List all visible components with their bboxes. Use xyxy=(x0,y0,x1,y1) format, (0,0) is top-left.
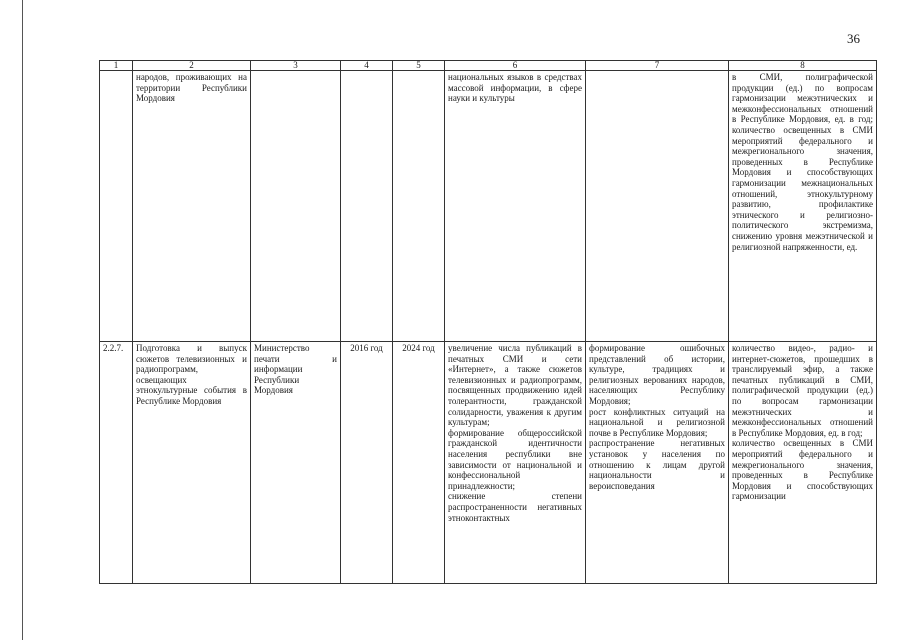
list-item: количество освещенных в СМИ мероприятий федерального и межрегионального значения, проведенных в Республике Мордовия и способствующих гармонизации xyxy=(732,438,873,502)
col-header-2: 2 xyxy=(133,61,251,71)
list-item: формирование ошибочных представлений об истории, культуре, традициях и религиозных верованиях народов, населяющих Республику Мордовия; xyxy=(589,343,725,406)
cell-consequences xyxy=(586,342,729,584)
col-header-8: 8 xyxy=(729,61,877,71)
list-item: формирование общероссийской гражданской идентичности населения республики вне зависимости от национальной и конфессиональной принадлежности; xyxy=(448,427,582,491)
cell-end-year xyxy=(393,71,445,342)
cell-item-number xyxy=(100,71,133,342)
cell-consequences xyxy=(586,71,729,342)
col-header-3: 3 xyxy=(251,61,341,71)
cell-executor xyxy=(251,71,341,342)
list-item: рост конфликтных ситуаций на национальной и религиозной почве в Республике Мордовия; xyxy=(589,406,725,438)
col-header-5: 5 xyxy=(393,61,445,71)
page-number: 36 xyxy=(847,31,860,46)
table-row-continuation xyxy=(100,71,877,342)
cell-expected-result xyxy=(445,342,586,584)
col-header-7: 7 xyxy=(586,61,729,71)
cell-start-year: 2016 год xyxy=(341,342,393,584)
cell-item-number: 2.2.7. xyxy=(100,342,133,584)
program-measures-table xyxy=(99,60,877,584)
page-margin-rule xyxy=(22,0,23,640)
list-item: увеличение числа публикаций в печатных СМИ и сети «Интернет», а также сюжетов телевизионных и радиопрограмм, посвященных продвижению идей толерантности, гражданской солидарности, уважения к другим культурам; xyxy=(448,343,582,428)
list-item: количество видео-, радио- и интернет-сюжетов, прошедших в транслируемый эфир, а также печатных публикаций в СМИ, полиграфической продукции (ед.) по вопросам гармонизации межэтнических и межконфессиональных отношений в Республике Мордовия, ед. в год; xyxy=(732,343,873,438)
table-row-2-2-7 xyxy=(100,342,877,584)
col-header-6: 6 xyxy=(445,61,586,71)
cell-measure-name: народов, проживающих на территории Республики Мордовия xyxy=(133,71,251,342)
cell-measure-name: Подготовка и выпуск сюжетов телевизионных и радиопрограмм, освещающих этнокультурные события в Республике Мордовия xyxy=(133,342,251,584)
list-item: снижение степени распространенности негативных этноконтактных xyxy=(448,491,582,523)
col-header-4: 4 xyxy=(341,61,393,71)
cell-end-year: 2024 год xyxy=(393,342,445,584)
cell-expected-result: национальных языков в средствах массовой информации, в сфере науки и культуры xyxy=(445,71,586,342)
cell-indicators: в СМИ, полиграфической продукции (ед.) по вопросам гармонизации межэтнических и межконфессиональных отношений в Республике Мордовия, ед. в год; количество освещенных в СМИ мероприятий федерального и межрегионального значения, проведенных в Республике Мордовия и способствующих гармонизации межнациональных отношений, этнокультурному развитию, профилактике этнического и религиозно-политического экстремизма, снижению уровня межэтнической и религиозной напряженности, ед. xyxy=(729,71,877,342)
column-number-row xyxy=(100,61,877,71)
cell-start-year xyxy=(341,71,393,342)
cell-executor: Министерство печати и информации Республики Мордовия xyxy=(251,342,341,584)
cell-indicators xyxy=(729,342,877,584)
col-header-1: 1 xyxy=(100,61,133,71)
list-item: распространение негативных установок у населения по отношению к лицам другой национальности и вероисповедания xyxy=(589,438,725,491)
